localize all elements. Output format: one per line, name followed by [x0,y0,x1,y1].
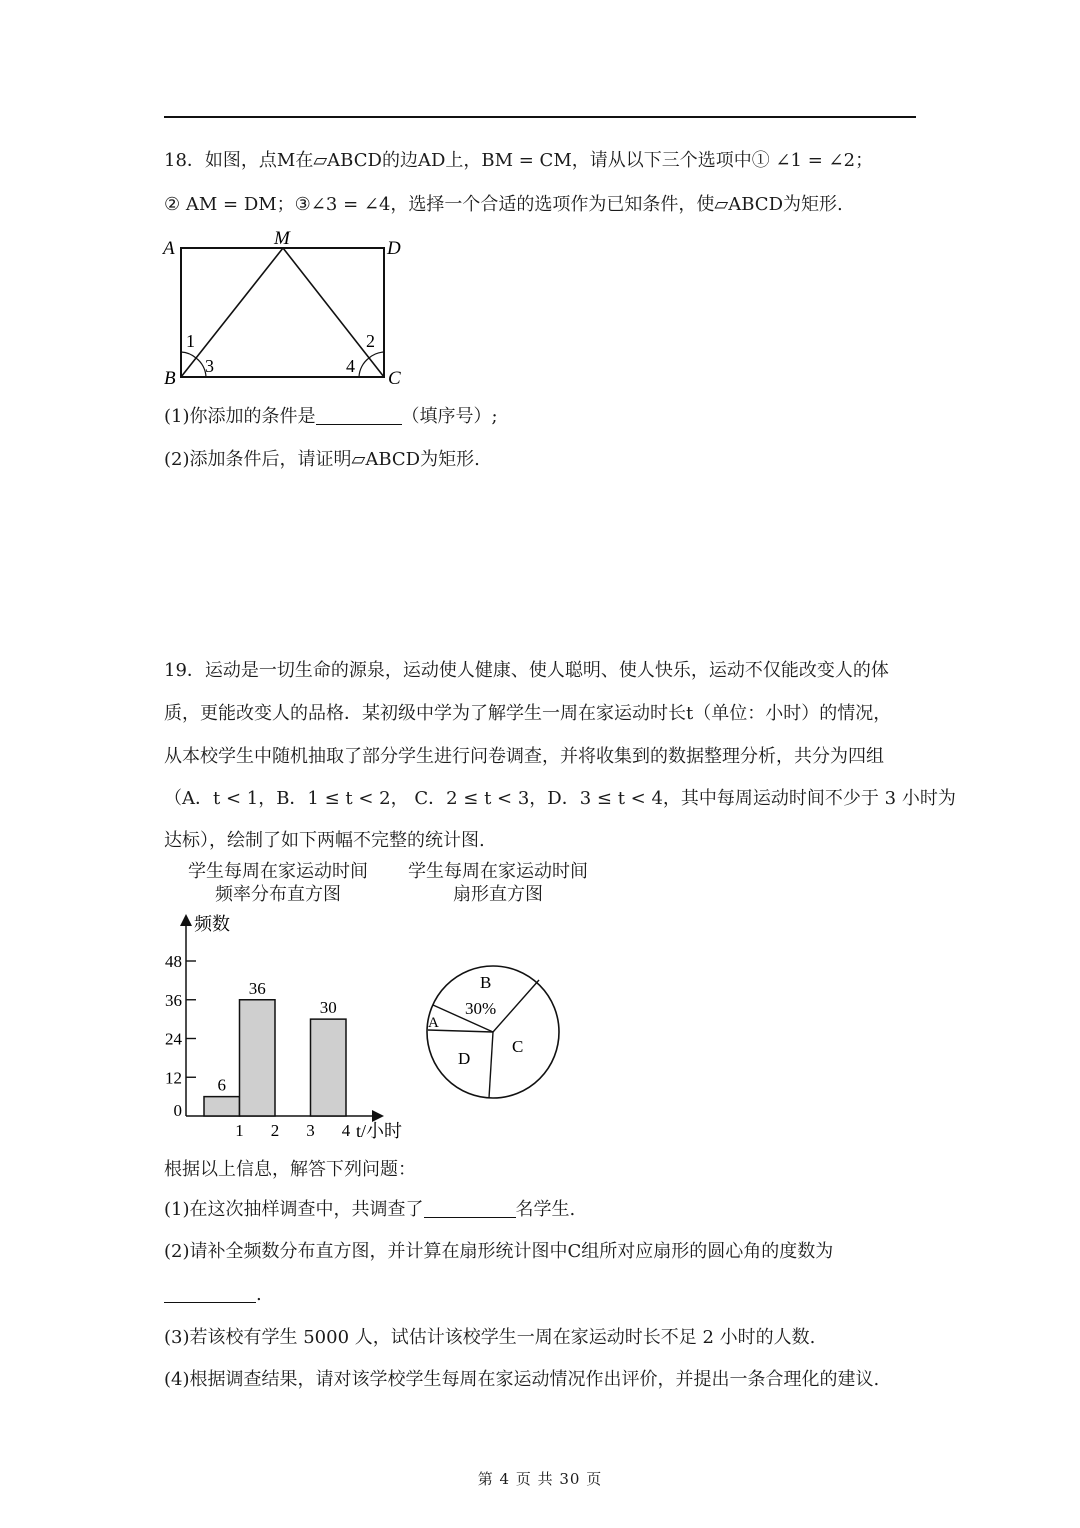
q18-part2: (2)添加条件后，请证明▱ABCD为矩形. [164,449,480,470]
q18-part1 [164,405,498,429]
q19-part1-suffix: 名学生. [515,1199,576,1220]
q18-part1-suffix: （填序号）; [401,406,498,427]
histogram-title-line1: 学生每周在家运动时间 [188,861,368,882]
q19-line3: 从本校学生中随机抽取了部分学生进行问卷调查，并将收集到的数据整理分析，共分为四组 [164,746,884,767]
answer-blank[interactable] [316,406,402,425]
angle-label-2: 2 [366,331,375,351]
x-tick-label: 2 [270,1121,280,1140]
answer-blank[interactable] [424,1199,516,1218]
x-tick-label: 3 [306,1121,315,1140]
q19-part1 [164,1198,575,1222]
q19-part2: (2)请补全频数分布直方图，并计算在扇形统计图中C组所对应扇形的圆心角的度数为 [164,1241,834,1262]
vertex-c: C [388,368,401,388]
q19-line1: 19．运动是一切生命的源泉，运动使人健康、使人聪明、使人快乐，运动不仅能改变人的体 [164,660,889,681]
q18-part1-prefix: (1)你添加的条件是 [164,406,316,427]
x-axis-label: t/小时 [356,1121,403,1141]
y-tick-label: 24 [165,1029,182,1049]
q18-line2: ② AM = DM；③∠3 = ∠4，选择一个合适的选项作为已知条件，使▱ABCD为矩形. [164,194,843,215]
y-axis-label: 频数 [194,914,230,934]
vertex-d: D [387,238,401,259]
bar-value-label: 6 [217,1075,226,1095]
slice-label-b: B [480,973,492,992]
vertex-b: B [164,368,176,388]
q19-part4: (4)根据调查结果，请对该学校学生每周在家运动情况作出评价，并提出一条合理化的建议. [164,1369,880,1390]
x-tick-label: 1 [235,1121,244,1140]
histogram-title-line2: 频率分布直方图 [215,884,341,905]
histogram-title [178,860,378,906]
slice-label-a: A [428,1015,439,1031]
q19-part1-prefix: (1)在这次抽样调查中，共调查了 [164,1199,424,1220]
pie-divider-bc [493,980,539,1032]
top-rule [164,116,916,118]
angle-label-3: 3 [205,356,214,376]
y-tick-label: 0 [173,1101,182,1120]
page-footer: 第 4 页 共 30 页 [477,1470,603,1488]
pie-title [398,860,598,906]
arc-angle4 [359,358,369,377]
q19-part2-end: . [256,1284,262,1305]
q19-line4: （A．t < 1，B．1 ≤ t < 2， C．2 ≤ t < 3，D．3 ≤ t < 4，其中每周运动时间不少于 3 小时为 [164,788,956,809]
histogram-chart [160,908,420,1148]
slice-label-c: C [512,1037,524,1056]
q18-figure [160,228,420,388]
arc-angle1 [181,352,196,358]
pie-chart [415,955,575,1115]
bar-value-label: 36 [248,978,266,998]
y-tick-label: 36 [165,990,182,1010]
angle-label-4: 4 [346,356,355,376]
answer-blank[interactable] [164,1284,256,1303]
slice-label-d: D [458,1049,471,1068]
q18-line1: 18．如图，点M在▱ABCD的边AD上，BM = CM，请从以下三个选项中① ∠1 = ∠2； [164,150,874,171]
pie-divider-cd [489,1032,493,1098]
y-tick-label: 12 [165,1068,182,1088]
q19-line2: 质，更能改变人的品格．某初级中学为了解学生一周在家运动时长t（单位：小时）的情况， [164,703,892,724]
vertex-a: A [163,238,175,259]
angle-label-1: 1 [186,331,195,351]
q19-part3: (3)若该校有学生 5000 人，试估计该校学生一周在家运动时长不足 2 小时的人数. [164,1327,816,1348]
x-tick-label: 4 [341,1121,351,1140]
histogram-bar [204,1097,240,1116]
q19-lead: 根据以上信息，解答下列问题： [164,1159,416,1180]
arc-angle2 [369,352,384,358]
pie-title-line1: 学生每周在家运动时间 [408,861,588,882]
y-tick-label: 48 [165,952,182,971]
q19-line5: 达标），绘制了如下两幅不完整的统计图. [164,830,485,851]
vertex-m: M [274,228,290,249]
histogram-bar [240,1000,276,1116]
slice-percent-b: 30% [465,999,497,1018]
q19-part2-answer [164,1283,262,1307]
bar-value-label: 30 [319,998,337,1018]
histogram-bar [311,1019,347,1116]
pie-title-line2: 扇形直方图 [453,884,543,905]
